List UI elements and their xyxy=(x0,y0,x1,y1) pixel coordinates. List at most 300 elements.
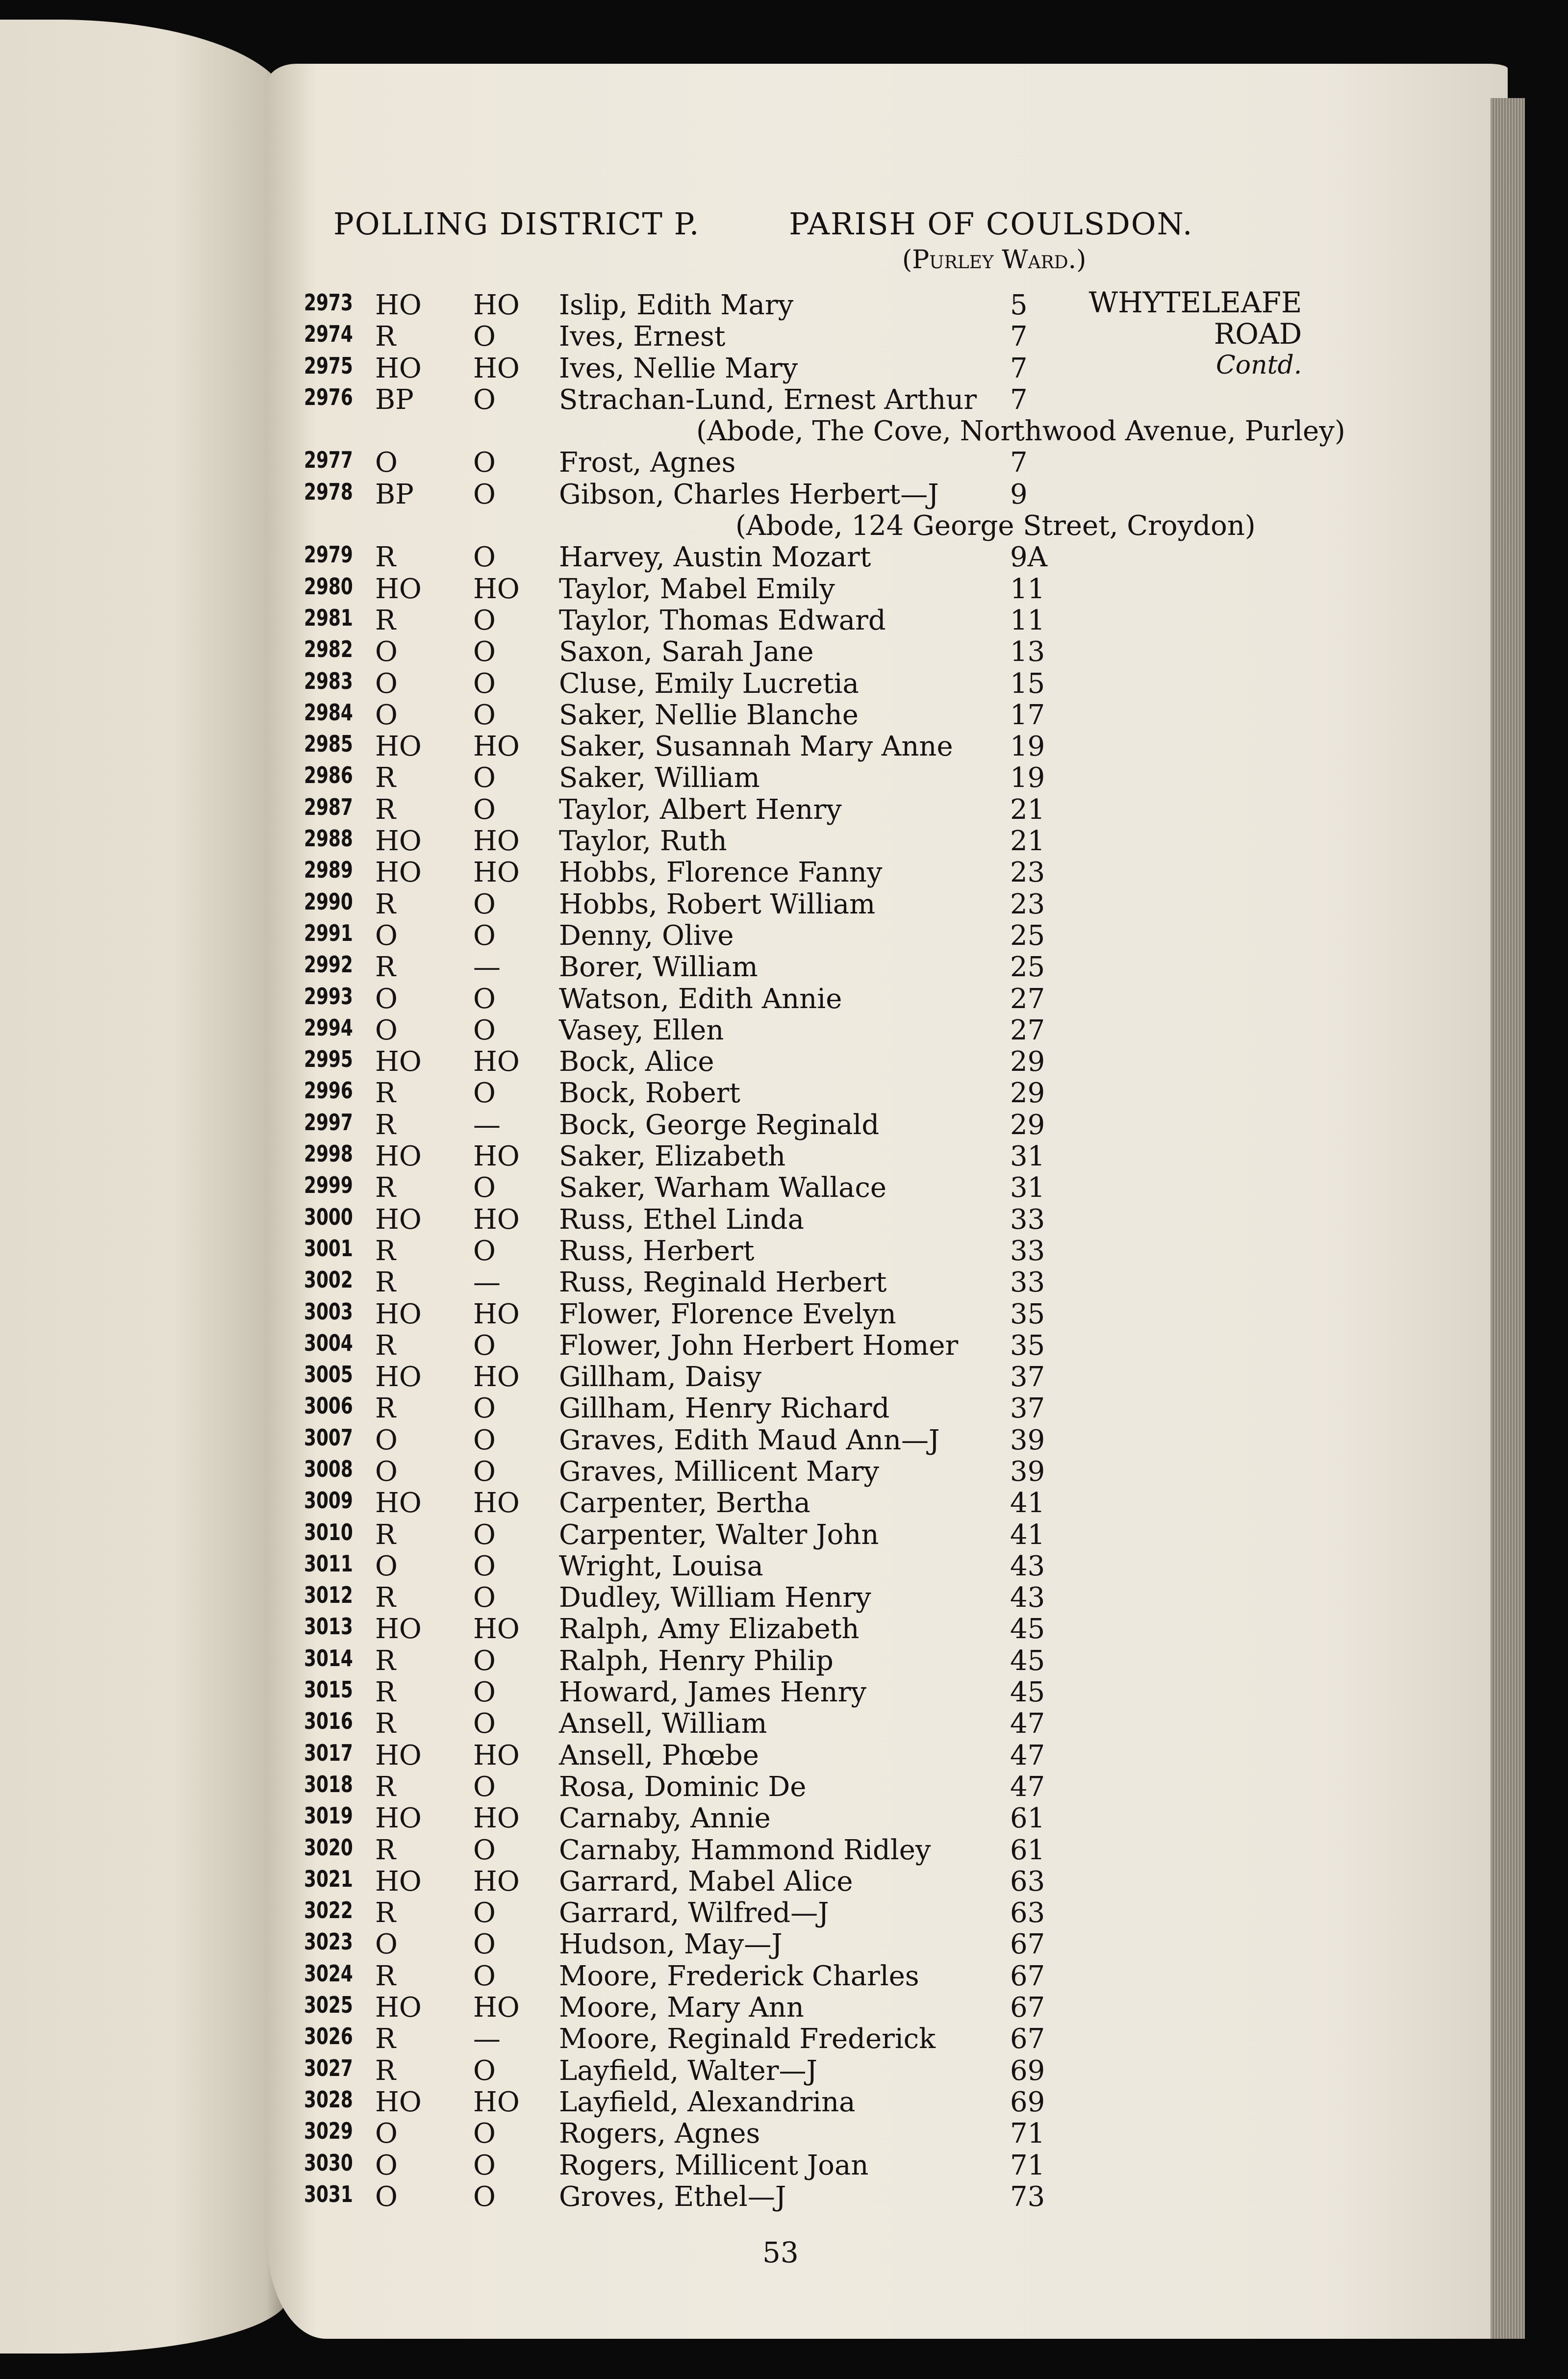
qualification-1: O xyxy=(375,919,398,952)
elector-name: Ives, Ernest xyxy=(559,321,726,353)
qualification-1: HO xyxy=(375,1046,422,1078)
elector-number: 2974 xyxy=(304,321,353,348)
elector-name: Flower, Florence Evelyn xyxy=(559,1298,896,1330)
qualification-2: — xyxy=(473,2023,501,2055)
qualification-2: O xyxy=(473,1582,496,1614)
qualification-2: O xyxy=(473,2180,496,2213)
qualification-1: O xyxy=(375,2118,398,2150)
house-number: 69 xyxy=(1010,2086,1045,2118)
qualification-2: O xyxy=(473,1960,496,1992)
house-number: 35 xyxy=(1010,1329,1045,1362)
house-number: 43 xyxy=(1010,1550,1045,1582)
house-number: 47 xyxy=(1010,1771,1045,1803)
house-number: 47 xyxy=(1010,1739,1045,1772)
house-number: 37 xyxy=(1010,1361,1045,1393)
elector-name: Gibson, Charles Herbert—J xyxy=(559,478,939,510)
elector-name: Taylor, Thomas Edward xyxy=(559,604,886,636)
qualification-1: HO xyxy=(375,2086,422,2118)
elector-number: 3001 xyxy=(304,1235,353,1262)
qualification-1: R xyxy=(375,1676,396,1709)
elector-number: 2990 xyxy=(304,888,353,915)
elector-number: 3008 xyxy=(304,1455,353,1482)
elector-number: 2988 xyxy=(304,825,353,852)
elector-number: 2977 xyxy=(304,447,353,474)
elector-number: 2995 xyxy=(304,1046,353,1073)
qualification-1: R xyxy=(375,1834,396,1866)
elector-name: Strachan-Lund, Ernest Arthur xyxy=(559,383,977,416)
elector-name: Layfield, Walter—J xyxy=(559,2054,817,2087)
house-number: 21 xyxy=(1010,793,1045,826)
elector-number: 2981 xyxy=(304,604,353,631)
qualification-2: O xyxy=(473,2054,496,2087)
qualification-1: R xyxy=(375,1771,396,1803)
elector-number: 2982 xyxy=(304,636,353,663)
elector-name: Carnaby, Hammond Ridley xyxy=(559,1834,931,1866)
elector-number: 3000 xyxy=(304,1203,353,1230)
qualification-1: O xyxy=(375,447,398,479)
elector-name: Cluse, Emily Lucretia xyxy=(559,667,859,700)
qualification-1: HO xyxy=(375,825,422,858)
elector-name: Dudley, William Henry xyxy=(559,1582,871,1614)
elector-name: Carnaby, Annie xyxy=(559,1802,771,1835)
house-number: 63 xyxy=(1010,1865,1045,1898)
qualification-2: O xyxy=(473,1676,496,1709)
street-label xyxy=(1054,287,1302,381)
qualification-2: HO xyxy=(473,1203,520,1236)
qualification-2: O xyxy=(473,383,496,416)
qualification-2: O xyxy=(473,667,496,700)
elector-number: 3023 xyxy=(304,1928,353,1955)
house-number: 71 xyxy=(1010,2149,1045,2181)
qualification-2: O xyxy=(473,1235,496,1267)
qualification-1: O xyxy=(375,1424,398,1456)
house-number: 31 xyxy=(1010,1172,1045,1204)
elector-number: 3014 xyxy=(304,1645,353,1671)
elector-number: 3012 xyxy=(304,1582,353,1609)
elector-name: Saker, Nellie Blanche xyxy=(559,699,859,731)
elector-name: Saker, Elizabeth xyxy=(559,1140,786,1173)
qualification-2: — xyxy=(473,951,501,984)
house-number: 71 xyxy=(1010,2118,1045,2150)
elector-number: 3024 xyxy=(304,1960,353,1987)
qualification-1: O xyxy=(375,699,398,731)
elector-name: Ives, Nellie Mary xyxy=(559,352,798,384)
house-number: 37 xyxy=(1010,1392,1045,1425)
qualification-1: HO xyxy=(375,1992,422,2024)
elector-name: Groves, Ethel—J xyxy=(559,2180,786,2213)
qualification-1: R xyxy=(375,604,396,636)
elector-name: Layfield, Alexandrina xyxy=(559,2086,856,2118)
elector-number: 2996 xyxy=(304,1077,353,1104)
qualification-1: R xyxy=(375,1329,396,1362)
elector-number: 3003 xyxy=(304,1298,353,1325)
ward-subtitle: (Purley Ward.) xyxy=(902,245,1087,275)
house-number: 7 xyxy=(1010,447,1028,479)
elector-number: 3020 xyxy=(304,1834,353,1861)
house-number: 19 xyxy=(1010,731,1045,763)
elector-name: Vasey, Ellen xyxy=(559,1014,724,1046)
elector-name: Carpenter, Bertha xyxy=(559,1487,810,1519)
qualification-2: O xyxy=(473,919,496,952)
qualification-1: R xyxy=(375,1960,396,1992)
house-number: 25 xyxy=(1010,951,1045,984)
elector-number: 3004 xyxy=(304,1329,353,1356)
house-number: 31 xyxy=(1010,1140,1045,1173)
qualification-2: O xyxy=(473,478,496,510)
elector-name: Moore, Mary Ann xyxy=(559,1992,804,2024)
house-number: 69 xyxy=(1010,2054,1045,2087)
elector-number: 3028 xyxy=(304,2086,353,2113)
qualification-1: R xyxy=(375,1582,396,1614)
qualification-1: HO xyxy=(375,1203,422,1236)
elector-number: 2997 xyxy=(304,1109,353,1136)
qualification-1: O xyxy=(375,1550,398,1582)
qualification-2: O xyxy=(473,1834,496,1866)
house-number: 67 xyxy=(1010,1928,1045,1961)
polling-district-title: POLLING DISTRICT P. xyxy=(333,206,700,242)
house-number: 39 xyxy=(1010,1455,1045,1488)
qualification-2: HO xyxy=(473,1739,520,1772)
elector-name: Bock, Robert xyxy=(559,1077,740,1110)
qualification-1: O xyxy=(375,983,398,1015)
qualification-2: O xyxy=(473,1424,496,1456)
elector-name: Rogers, Millicent Joan xyxy=(559,2149,869,2181)
street-name-line1: WHYTELEAFE xyxy=(1088,286,1302,319)
elector-number: 3018 xyxy=(304,1771,353,1797)
elector-name: Taylor, Ruth xyxy=(559,825,727,858)
qualification-1: R xyxy=(375,2023,396,2055)
elector-name: Russ, Ethel Linda xyxy=(559,1203,805,1236)
qualification-1: R xyxy=(375,1266,396,1299)
qualification-2: O xyxy=(473,541,496,574)
elector-number: 3030 xyxy=(304,2149,353,2176)
elector-name: Wright, Louisa xyxy=(559,1550,763,1582)
qualification-1: R xyxy=(375,1645,396,1677)
continued-note: Contd. xyxy=(1216,351,1302,380)
qualification-1: O xyxy=(375,1014,398,1046)
house-number: 23 xyxy=(1010,888,1045,920)
elector-number: 2991 xyxy=(304,919,353,946)
elector-name: Ralph, Henry Philip xyxy=(559,1645,834,1677)
qualification-1: R xyxy=(375,1172,396,1204)
elector-name: Howard, James Henry xyxy=(559,1676,867,1709)
elector-number: 2978 xyxy=(304,478,353,505)
elector-name: Saxon, Sarah Jane xyxy=(559,636,814,668)
house-number: 41 xyxy=(1010,1487,1045,1519)
elector-number: 3019 xyxy=(304,1802,353,1829)
house-number: 21 xyxy=(1010,825,1045,858)
elector-number: 2994 xyxy=(304,1014,353,1041)
qualification-1: R xyxy=(375,1708,396,1740)
qualification-1: R xyxy=(375,1897,396,1929)
qualification-1: BP xyxy=(375,383,414,416)
elector-number: 3026 xyxy=(304,2023,353,2050)
qualification-2: O xyxy=(473,762,496,794)
elector-number: 2973 xyxy=(304,289,353,316)
qualification-2: O xyxy=(473,1550,496,1582)
elector-name: Bock, George Reginald xyxy=(559,1109,880,1141)
elector-name: Bock, Alice xyxy=(559,1046,714,1078)
elector-number: 2993 xyxy=(304,983,353,1010)
qualification-2: O xyxy=(473,1014,496,1046)
qualification-1: HO xyxy=(375,1298,422,1330)
elector-name: Saker, Warham Wallace xyxy=(559,1172,887,1204)
house-number: 7 xyxy=(1010,321,1028,353)
house-number: 45 xyxy=(1010,1645,1045,1677)
qualification-1: HO xyxy=(375,1865,422,1898)
elector-number: 3015 xyxy=(304,1676,353,1703)
house-number: 63 xyxy=(1010,1897,1045,1929)
qualification-2: HO xyxy=(473,825,520,858)
qualification-1: R xyxy=(375,541,396,574)
qualification-2: HO xyxy=(473,289,520,321)
qualification-2: HO xyxy=(473,1865,520,1898)
qualification-2: O xyxy=(473,888,496,920)
qualification-1: HO xyxy=(375,1487,422,1519)
elector-name: Saker, Susannah Mary Anne xyxy=(559,731,953,763)
qualification-2: O xyxy=(473,983,496,1015)
house-number: 5 xyxy=(1010,289,1028,321)
elector-number: 3007 xyxy=(304,1424,353,1451)
qualification-2: O xyxy=(473,1392,496,1425)
page-number: 53 xyxy=(762,2236,799,2269)
qualification-1: R xyxy=(375,1109,396,1141)
elector-name: Ralph, Amy Elizabeth xyxy=(559,1613,860,1645)
house-number: 9 xyxy=(1010,478,1028,510)
qualification-1: R xyxy=(375,1519,396,1551)
qualification-1: HO xyxy=(375,1802,422,1835)
elector-name: Hobbs, Robert William xyxy=(559,888,876,920)
house-number: 41 xyxy=(1010,1519,1045,1551)
qualification-2: HO xyxy=(473,1298,520,1330)
house-number: 29 xyxy=(1010,1046,1045,1078)
elector-name: Saker, William xyxy=(559,762,760,794)
qualification-2: O xyxy=(473,2149,496,2181)
elector-name: Flower, John Herbert Homer xyxy=(559,1329,959,1362)
qualification-1: HO xyxy=(375,1140,422,1173)
elector-number: 2980 xyxy=(304,573,353,600)
house-number: 33 xyxy=(1010,1203,1045,1236)
house-number: 39 xyxy=(1010,1424,1045,1456)
elector-number: 2998 xyxy=(304,1140,353,1167)
qualification-1: HO xyxy=(375,731,422,763)
abode-note: (Abode, The Cove, Northwood Avenue, Purley) xyxy=(696,415,1345,448)
elector-number: 2983 xyxy=(304,667,353,694)
elector-name: Islip, Edith Mary xyxy=(559,289,794,321)
elector-name: Hobbs, Florence Fanny xyxy=(559,857,883,889)
qualification-2: — xyxy=(473,1109,501,1141)
qualification-2: HO xyxy=(473,1992,520,2024)
elector-name: Taylor, Albert Henry xyxy=(559,793,842,826)
elector-number: 3022 xyxy=(304,1897,353,1924)
house-number: 7 xyxy=(1010,352,1028,384)
house-number: 67 xyxy=(1010,2023,1045,2055)
qualification-2: O xyxy=(473,604,496,636)
qualification-2: HO xyxy=(473,352,520,384)
abode-note: (Abode, 124 George Street, Croydon) xyxy=(735,510,1256,542)
elector-number: 3006 xyxy=(304,1392,353,1419)
house-number: 61 xyxy=(1010,1802,1045,1835)
qualification-2: HO xyxy=(473,1613,520,1645)
house-number: 43 xyxy=(1010,1582,1045,1614)
house-number: 13 xyxy=(1010,636,1045,668)
elector-name: Denny, Olive xyxy=(559,919,734,952)
elector-number: 3021 xyxy=(304,1865,353,1892)
qualification-2: HO xyxy=(473,1487,520,1519)
qualification-2: O xyxy=(473,1455,496,1488)
house-number: 67 xyxy=(1010,1992,1045,2024)
qualification-2: O xyxy=(473,1172,496,1204)
house-number: 15 xyxy=(1010,667,1045,700)
page-heading xyxy=(333,206,1193,242)
qualification-2: HO xyxy=(473,1802,520,1835)
elector-number: 3002 xyxy=(304,1266,353,1293)
elector-number: 3029 xyxy=(304,2118,353,2145)
house-number: 73 xyxy=(1010,2180,1045,2213)
elector-name: Hudson, May—J xyxy=(559,1928,783,1961)
qualification-2: HO xyxy=(473,573,520,605)
qualification-2: O xyxy=(473,1645,496,1677)
elector-number: 2999 xyxy=(304,1172,353,1199)
qualification-1: HO xyxy=(375,857,422,889)
house-number: 7 xyxy=(1010,383,1028,416)
elector-name: Carpenter, Walter John xyxy=(559,1519,879,1551)
qualification-2: O xyxy=(473,793,496,826)
left-page xyxy=(0,20,289,2354)
qualification-2: O xyxy=(473,1928,496,1961)
qualification-2: O xyxy=(473,636,496,668)
elector-number: 2985 xyxy=(304,731,353,758)
qualification-1: R xyxy=(375,1077,396,1110)
elector-number: 2984 xyxy=(304,699,353,726)
qualification-2: O xyxy=(473,1519,496,1551)
elector-name: Russ, Herbert xyxy=(559,1235,755,1267)
house-number: 19 xyxy=(1010,762,1045,794)
elector-name: Rogers, Agnes xyxy=(559,2118,760,2150)
house-number: 33 xyxy=(1010,1235,1045,1267)
qualification-1: O xyxy=(375,667,398,700)
elector-number: 2986 xyxy=(304,762,353,789)
qualification-2: HO xyxy=(473,857,520,889)
qualification-2: O xyxy=(473,1897,496,1929)
qualification-1: HO xyxy=(375,352,422,384)
qualification-2: O xyxy=(473,2118,496,2150)
elector-name: Moore, Frederick Charles xyxy=(559,1960,919,1992)
qualification-1: R xyxy=(375,793,396,826)
house-number: 45 xyxy=(1010,1613,1045,1645)
elector-number: 3010 xyxy=(304,1519,353,1545)
elector-name: Gillham, Daisy xyxy=(559,1361,762,1393)
qualification-2: HO xyxy=(473,2086,520,2118)
elector-name: Moore, Reginald Frederick xyxy=(559,2023,936,2055)
elector-name: Borer, William xyxy=(559,951,758,984)
elector-number: 3027 xyxy=(304,2054,353,2081)
house-number: 45 xyxy=(1010,1676,1045,1709)
qualification-2: O xyxy=(473,321,496,353)
qualification-1: O xyxy=(375,636,398,668)
qualification-1: R xyxy=(375,1392,396,1425)
qualification-2: O xyxy=(473,699,496,731)
elector-number: 3005 xyxy=(304,1361,353,1388)
elector-number: 3025 xyxy=(304,1992,353,2019)
qualification-1: O xyxy=(375,1455,398,1488)
house-number: 27 xyxy=(1010,983,1045,1015)
parish-title: PARISH OF COULSDON. xyxy=(789,206,1193,242)
qualification-2: HO xyxy=(473,1361,520,1393)
qualification-2: O xyxy=(473,1077,496,1110)
elector-number: 3009 xyxy=(304,1487,353,1514)
qualification-1: HO xyxy=(375,289,422,321)
house-number: 9A xyxy=(1010,541,1048,574)
elector-number: 2976 xyxy=(304,383,353,410)
house-number: 33 xyxy=(1010,1266,1045,1299)
elector-name: Frost, Agnes xyxy=(559,447,736,479)
street-name-line2: ROAD xyxy=(1214,317,1302,351)
house-number: 25 xyxy=(1010,919,1045,952)
elector-name: Russ, Reginald Herbert xyxy=(559,1266,887,1299)
house-number: 47 xyxy=(1010,1708,1045,1740)
elector-name: Ansell, William xyxy=(559,1708,767,1740)
elector-number: 2987 xyxy=(304,793,353,820)
elector-number: 3016 xyxy=(304,1708,353,1735)
qualification-2: — xyxy=(473,1266,501,1299)
elector-name: Graves, Millicent Mary xyxy=(559,1455,879,1488)
qualification-2: O xyxy=(473,1771,496,1803)
qualification-1: R xyxy=(375,888,396,920)
elector-number: 3011 xyxy=(304,1550,353,1577)
page-edges xyxy=(1491,98,1525,2339)
qualification-1: O xyxy=(375,2180,398,2213)
elector-name: Garrard, Wilfred—J xyxy=(559,1897,829,1929)
house-number: 23 xyxy=(1010,857,1045,889)
qualification-1: R xyxy=(375,951,396,984)
qualification-1: O xyxy=(375,1928,398,1961)
elector-name: Graves, Edith Maud Ann—J xyxy=(559,1424,940,1456)
qualification-1: R xyxy=(375,762,396,794)
house-number: 17 xyxy=(1010,699,1045,731)
house-number: 11 xyxy=(1010,573,1045,605)
elector-number: 3031 xyxy=(304,2180,353,2207)
qualification-1: R xyxy=(375,2054,396,2087)
house-number: 67 xyxy=(1010,1960,1045,1992)
qualification-1: R xyxy=(375,321,396,353)
elector-name: Harvey, Austin Mozart xyxy=(559,541,871,574)
house-number: 61 xyxy=(1010,1834,1045,1866)
qualification-1: O xyxy=(375,2149,398,2181)
elector-number: 3013 xyxy=(304,1613,353,1640)
qualification-1: R xyxy=(375,1235,396,1267)
qualification-2: HO xyxy=(473,1140,520,1173)
qualification-1: HO xyxy=(375,573,422,605)
elector-name: Taylor, Mabel Emily xyxy=(559,573,835,605)
house-number: 29 xyxy=(1010,1109,1045,1141)
qualification-1: BP xyxy=(375,478,414,510)
elector-name: Rosa, Dominic De xyxy=(559,1771,807,1803)
elector-number: 2975 xyxy=(304,352,353,379)
qualification-2: HO xyxy=(473,731,520,763)
qualification-1: HO xyxy=(375,1361,422,1393)
elector-number: 2989 xyxy=(304,857,353,884)
elector-name: Garrard, Mabel Alice xyxy=(559,1865,853,1898)
elector-number: 2979 xyxy=(304,541,353,568)
qualification-2: O xyxy=(473,1708,496,1740)
qualification-1: HO xyxy=(375,1739,422,1772)
elector-name: Ansell, Phœbe xyxy=(559,1739,759,1772)
qualification-2: HO xyxy=(473,1046,520,1078)
qualification-2: O xyxy=(473,1329,496,1362)
qualification-2: O xyxy=(473,447,496,479)
elector-number: 3017 xyxy=(304,1739,353,1766)
